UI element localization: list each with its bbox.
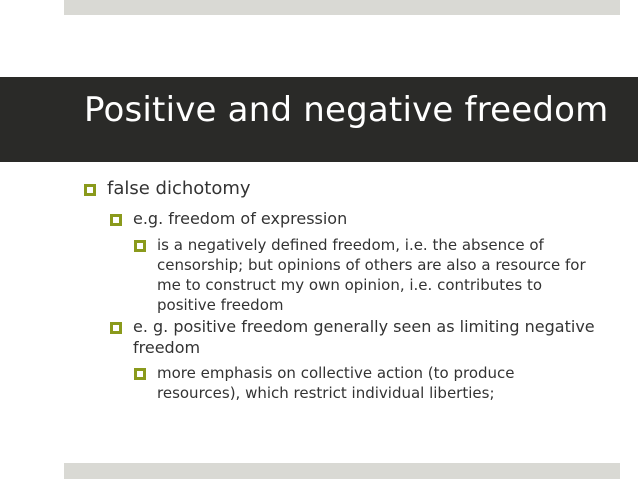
bullet-false-dichotomy: false dichotomy — [107, 178, 251, 199]
bullet-negative-freedom-line-3: me to construct my own opinion, i.e. contributes to — [157, 276, 542, 294]
square-bullet-icon — [110, 322, 122, 334]
square-bullet-icon — [134, 368, 146, 380]
bullet-negative-freedom-line-2: censorship; but opinions of others are also a resource for — [157, 256, 586, 274]
slide-title: Positive and negative freedom — [84, 90, 609, 130]
square-bullet-icon — [134, 240, 146, 252]
top-decorative-band — [64, 0, 620, 15]
square-bullet-icon — [84, 184, 96, 196]
bullet-collective-action-line-2: resources), which restrict individual liberties; — [157, 384, 495, 402]
bullet-negative-freedom-line-1: is a negatively defined freedom, i.e. the absence of — [157, 236, 544, 254]
bullet-positive-freedom-line-1: e. g. positive freedom generally seen as limiting negative — [133, 317, 595, 336]
bullet-positive-freedom-line-2: freedom — [133, 338, 201, 357]
bottom-decorative-band — [64, 463, 620, 479]
bullet-collective-action-line-1: more emphasis on collective action (to produce — [157, 364, 515, 382]
bullet-freedom-of-expression: e.g. freedom of expression — [133, 209, 348, 228]
bullet-negative-freedom-line-4: positive freedom — [157, 296, 284, 314]
square-bullet-icon — [110, 214, 122, 226]
